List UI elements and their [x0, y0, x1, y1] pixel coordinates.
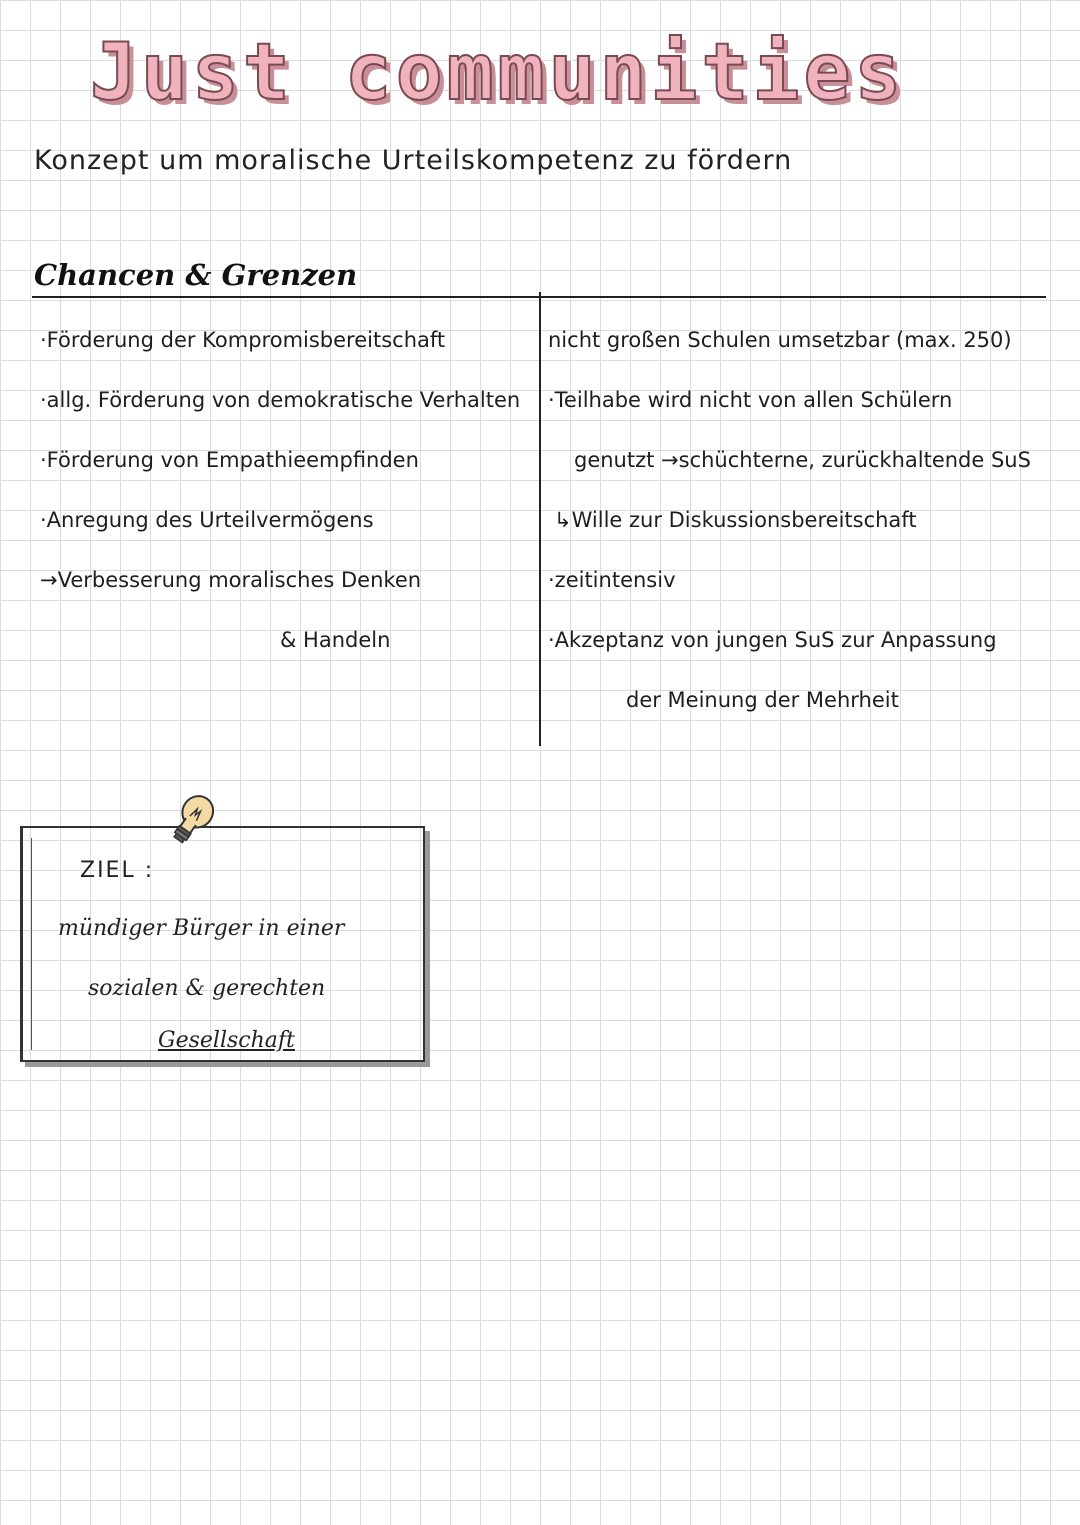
- chancen-item: →Verbesserung moralisches Denken: [40, 568, 422, 592]
- grenzen-item: ·zeitintensiv: [548, 568, 676, 592]
- grenzen-list: [548, 318, 1070, 738]
- chancen-item: ·allg. Förderung von demokratische Verhalten: [40, 388, 521, 412]
- goal-text-line: Gesellschaft: [158, 1028, 295, 1053]
- grenzen-item: ↳Wille zur Diskussionsbereitschaft: [554, 508, 917, 532]
- page-title: Just communities: [90, 28, 906, 118]
- chancen-item: ·Förderung von Empathieempfinden: [40, 448, 419, 472]
- chancen-list: [40, 318, 530, 678]
- grenzen-item: genutzt →schüchterne, zurückhaltende SuS: [574, 448, 1031, 472]
- chancen-item: & Handeln: [280, 628, 391, 652]
- subtitle: Konzept um moralische Urteilskompetenz zu fördern: [34, 145, 793, 176]
- table-divider-line: [539, 292, 541, 746]
- grenzen-item: nicht großen Schulen umsetzbar (max. 250): [548, 328, 1012, 352]
- grenzen-item: ·Teilhabe wird nicht von allen Schülern: [548, 388, 953, 412]
- goal-text-line: sozialen & gerechten: [88, 976, 326, 1001]
- chancen-item: ·Förderung der Kompromisbereitschaft: [40, 328, 446, 352]
- grenzen-item: der Meinung der Mehrheit: [626, 688, 899, 712]
- section-heading: Chancen & Grenzen: [34, 258, 358, 292]
- goal-label: ZIEL :: [80, 858, 155, 883]
- lightbulb-icon: [160, 788, 224, 852]
- grenzen-item: ·Akzeptanz von jungen SuS zur Anpassung: [548, 628, 997, 652]
- chancen-item: ·Anregung des Urteilvermögens: [40, 508, 374, 532]
- goal-text-line: mündiger Bürger in einer: [58, 916, 345, 941]
